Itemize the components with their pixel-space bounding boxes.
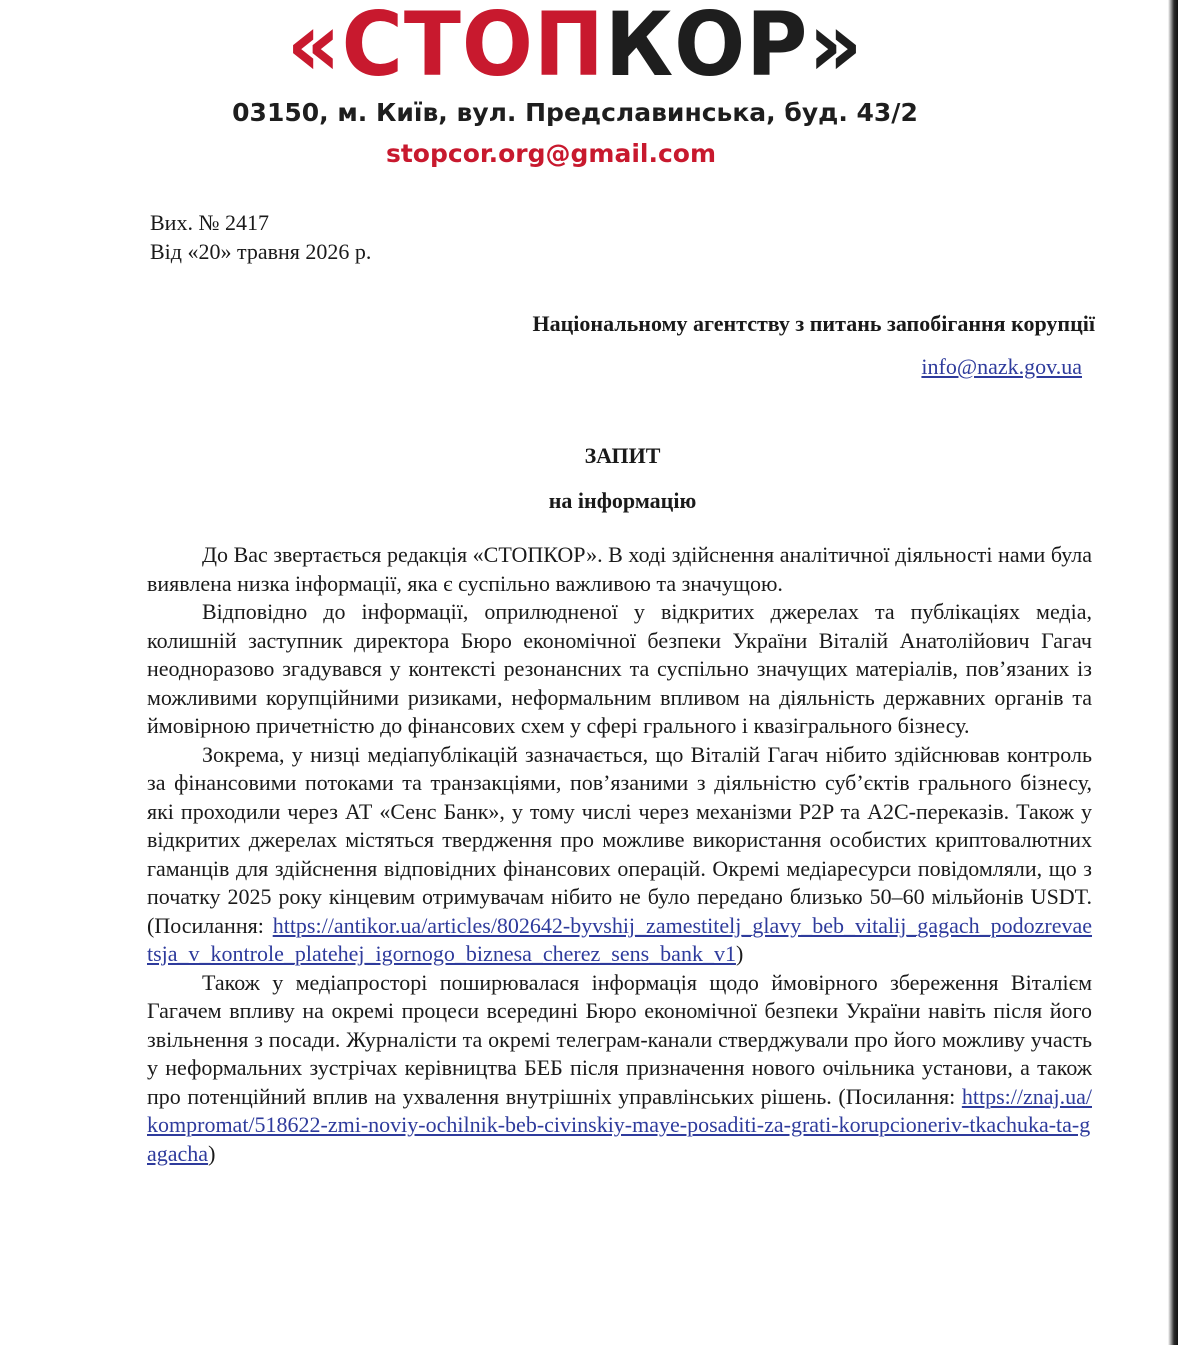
outgoing-number: Вих. № 2417 xyxy=(150,210,269,235)
paragraph-influence-text: Також у медіапросторі поширювалася інформація щодо ймовірного збереження Віталієм Гагачем впливу на окремі процеси всередині Бюро економічної безпеки України навіть після його звільнення з посади. Журналісти та окремі телеграм-канали стверджували про його можливу участь у неформальних зустрічах керівництва БЕБ після призначення нового очільника установи, а також про потенційний вплив на ухвалення внутрішніх управлінських рішень. (Посилання: xyxy=(147,969,1092,1109)
sender-address: 03150, м. Київ, вул. Предславинська, буд. 43/2 xyxy=(232,98,918,127)
stopcor-logo xyxy=(29,0,1122,96)
paragraph-allegations xyxy=(147,741,1092,969)
paragraph-background: Відповідно до інформації, оприлюдненої у відкритих джерелах та публікаціях медіа, колишній заступник директора Бюро економічної безпеки України Віталій Анатолійович Гагач неодноразово згадувався у контексті резонансних та суспільно значущих матеріалів, пов’язаних із можливими корупційними ризиками, неформальним впливом на діяльність державних органів та ймовірною причетністю до фінансових схем у сфері грального і квазігрального бізнесу. xyxy=(147,599,1092,738)
recipient-name: Національному агентству з питань запобігання корупції xyxy=(532,311,1095,336)
paragraph-allegations-end: ) xyxy=(735,941,744,966)
recipient-email-link[interactable]: info@nazk.gov.ua xyxy=(921,354,1082,379)
document-subtitle: на інформацію xyxy=(548,488,697,513)
paragraph-influence xyxy=(147,969,1092,1169)
paragraph-allegations-text: Зокрема, у низці медіапублікацій зазначається, що Віталій Гагач нібито здійснював контроль за фінансовими потоками та транзакціями, пов’язаними з діяльністю суб’єктів грального бізнесу, які проходили через АТ «Сенс Банк», у тому числі через механізми P2P та A2C-переказів. Також у відкритих джерелах містяться твердження про можливе використання особистих криптовалютних гаманців для здійснення відповідних фінансових операцій. Окремі медіаресурси повідомляли, що з початку 2025 року кінцевим отримувачам нібито не було передано близько 50–60 мільйонів USDT. (Посилання: xyxy=(147,741,1092,938)
outgoing-date: Від «20» травня 2026 р. xyxy=(150,239,372,264)
logo-red-part: СТОП xyxy=(341,0,605,96)
logo-dark-part: КОР xyxy=(604,0,809,96)
letter-body xyxy=(147,541,1092,1168)
paragraph-intro: До Вас звертається редакція «СТОПКОР». В ході здійснення аналітичної діяльності нами була виявлена низка інформації, яка є суспільно важливою та значущою. xyxy=(147,542,1092,596)
logo-right-quote: » xyxy=(808,0,864,96)
document-title: ЗАПИТ xyxy=(584,443,661,468)
antikor-source-link[interactable]: https://antikor.ua/articles/802642-byvshij_zamestitelj_glavy_beb_vitalij_gagach_podozrevaetsja_v_kontrole_platehej_igornogo_biznesa_cherez_sens_bank_v1 xyxy=(147,912,1092,966)
paragraph-influence-end: ) xyxy=(208,1140,216,1166)
logo-left-quote: « xyxy=(286,0,342,96)
znaj-source-link[interactable]: https://znaj.ua/kompromat/518622-zmi-noviy-ochilnik-beb-civinskiy-maye-posaditi-za-grati-korupcioneriv-tkachuka-ta-gagacha xyxy=(147,1083,1092,1166)
sender-email: stopcor.org@gmail.com xyxy=(385,139,717,168)
scan-edge-shadow xyxy=(1168,0,1178,1345)
outgoing-block xyxy=(150,208,371,266)
